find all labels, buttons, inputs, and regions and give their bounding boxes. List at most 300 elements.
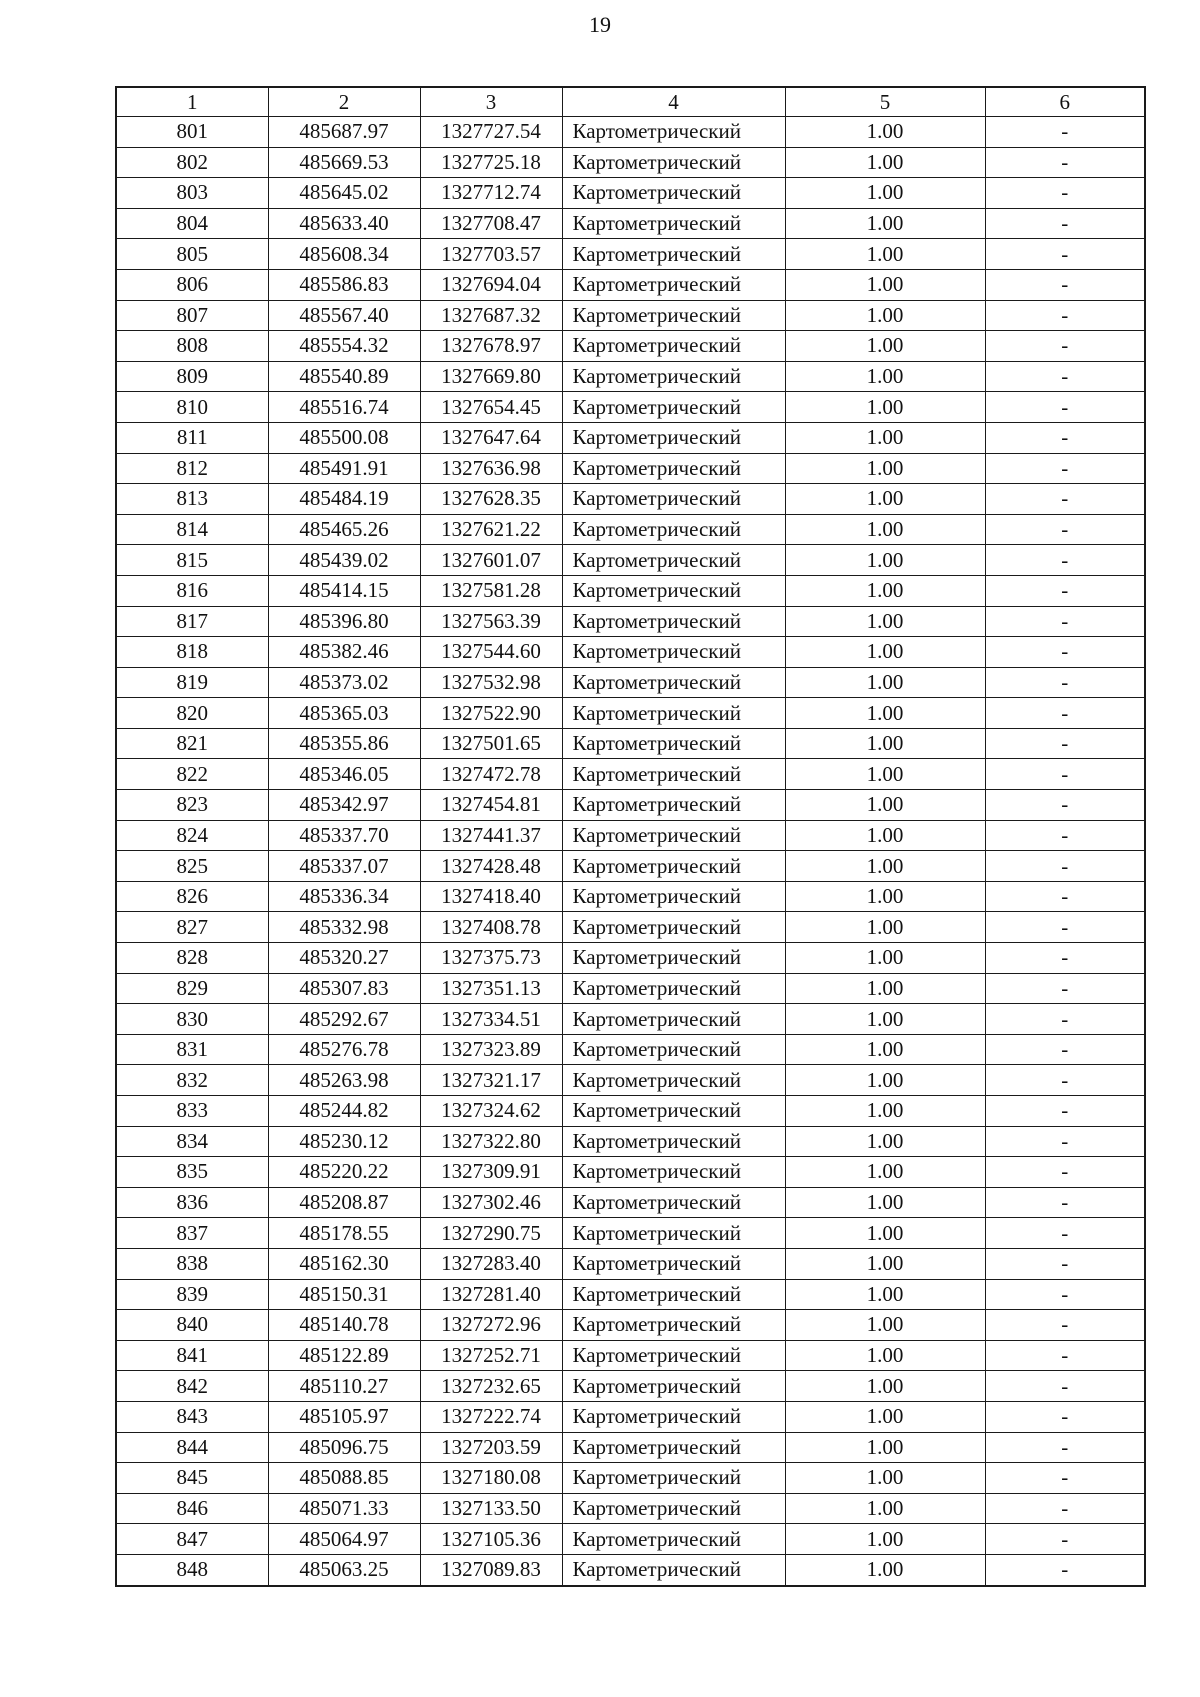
note-cell: - [985, 1065, 1145, 1096]
y-coordinate-cell: 1327501.65 [420, 728, 562, 759]
point-number-cell: 831 [116, 1034, 268, 1065]
y-coordinate-cell: 1327232.65 [420, 1371, 562, 1402]
note-cell: - [985, 1371, 1145, 1402]
x-coordinate-cell: 485071.33 [268, 1493, 420, 1524]
x-coordinate-cell: 485669.53 [268, 147, 420, 178]
point-number-cell: 809 [116, 361, 268, 392]
table-row [116, 606, 1145, 637]
accuracy-cell: 1.00 [785, 1463, 985, 1494]
table-row [116, 1340, 1145, 1371]
x-coordinate-cell: 485263.98 [268, 1065, 420, 1096]
note-cell: - [985, 667, 1145, 698]
x-coordinate-cell: 485230.12 [268, 1126, 420, 1157]
accuracy-cell: 1.00 [785, 1248, 985, 1279]
note-cell: - [985, 1401, 1145, 1432]
x-coordinate-cell: 485276.78 [268, 1034, 420, 1065]
y-coordinate-cell: 1327694.04 [420, 269, 562, 300]
accuracy-cell: 1.00 [785, 1157, 985, 1188]
y-coordinate-cell: 1327089.83 [420, 1554, 562, 1585]
table-row [116, 1279, 1145, 1310]
accuracy-cell: 1.00 [785, 1096, 985, 1127]
point-number-cell: 836 [116, 1187, 268, 1218]
table-row [116, 790, 1145, 821]
method-cell: Картометрический [562, 453, 785, 484]
point-number-cell: 847 [116, 1524, 268, 1555]
x-coordinate-cell: 485088.85 [268, 1463, 420, 1494]
x-coordinate-cell: 485346.05 [268, 759, 420, 790]
note-cell: - [985, 759, 1145, 790]
note-cell: - [985, 147, 1145, 178]
y-coordinate-cell: 1327321.17 [420, 1065, 562, 1096]
note-cell: - [985, 300, 1145, 331]
method-cell: Картометрический [562, 1218, 785, 1249]
method-cell: Картометрический [562, 1340, 785, 1371]
method-cell: Картометрический [562, 331, 785, 362]
table-row [116, 1554, 1145, 1585]
table-row [116, 759, 1145, 790]
note-cell: - [985, 851, 1145, 882]
accuracy-cell: 1.00 [785, 698, 985, 729]
method-cell: Картометрический [562, 239, 785, 270]
table-row [116, 973, 1145, 1004]
method-cell: Картометрический [562, 361, 785, 392]
accuracy-cell: 1.00 [785, 178, 985, 209]
accuracy-cell: 1.00 [785, 881, 985, 912]
point-number-cell: 810 [116, 392, 268, 423]
point-number-cell: 823 [116, 790, 268, 821]
method-cell: Картометрический [562, 1554, 785, 1585]
table-row [116, 881, 1145, 912]
method-cell: Картометрический [562, 1065, 785, 1096]
method-cell: Картометрический [562, 208, 785, 239]
point-number-cell: 842 [116, 1371, 268, 1402]
y-coordinate-cell: 1327351.13 [420, 973, 562, 1004]
accuracy-cell: 1.00 [785, 820, 985, 851]
accuracy-cell: 1.00 [785, 1279, 985, 1310]
y-coordinate-cell: 1327324.62 [420, 1096, 562, 1127]
point-number-cell: 804 [116, 208, 268, 239]
x-coordinate-cell: 485208.87 [268, 1187, 420, 1218]
x-coordinate-cell: 485365.03 [268, 698, 420, 729]
table-row [116, 514, 1145, 545]
y-coordinate-cell: 1327647.64 [420, 422, 562, 453]
method-cell: Картометрический [562, 1432, 785, 1463]
point-number-cell: 841 [116, 1340, 268, 1371]
point-number-cell: 817 [116, 606, 268, 637]
y-coordinate-cell: 1327252.71 [420, 1340, 562, 1371]
point-number-cell: 827 [116, 912, 268, 943]
y-coordinate-cell: 1327628.35 [420, 484, 562, 515]
accuracy-cell: 1.00 [785, 484, 985, 515]
y-coordinate-cell: 1327408.78 [420, 912, 562, 943]
table-row [116, 698, 1145, 729]
table-row [116, 422, 1145, 453]
table-row [116, 117, 1145, 148]
x-coordinate-cell: 485337.07 [268, 851, 420, 882]
header-cell-3: 3 [420, 87, 562, 117]
point-number-cell: 808 [116, 331, 268, 362]
y-coordinate-cell: 1327532.98 [420, 667, 562, 698]
point-number-cell: 835 [116, 1157, 268, 1188]
table-row [116, 1371, 1145, 1402]
note-cell: - [985, 1248, 1145, 1279]
note-cell: - [985, 637, 1145, 668]
accuracy-cell: 1.00 [785, 422, 985, 453]
table-row [116, 1187, 1145, 1218]
table-row [116, 300, 1145, 331]
table-row [116, 667, 1145, 698]
y-coordinate-cell: 1327703.57 [420, 239, 562, 270]
accuracy-cell: 1.00 [785, 392, 985, 423]
x-coordinate-cell: 485178.55 [268, 1218, 420, 1249]
accuracy-cell: 1.00 [785, 1340, 985, 1371]
table-row [116, 575, 1145, 606]
y-coordinate-cell: 1327272.96 [420, 1310, 562, 1341]
table-row [116, 1096, 1145, 1127]
x-coordinate-cell: 485307.83 [268, 973, 420, 1004]
table-row [116, 484, 1145, 515]
table-row [116, 1157, 1145, 1188]
method-cell: Картометрический [562, 881, 785, 912]
table-row [116, 912, 1145, 943]
accuracy-cell: 1.00 [785, 117, 985, 148]
note-cell: - [985, 514, 1145, 545]
x-coordinate-cell: 485063.25 [268, 1554, 420, 1585]
x-coordinate-cell: 485645.02 [268, 178, 420, 209]
table-row [116, 943, 1145, 974]
y-coordinate-cell: 1327203.59 [420, 1432, 562, 1463]
point-number-cell: 816 [116, 575, 268, 606]
accuracy-cell: 1.00 [785, 545, 985, 576]
x-coordinate-cell: 485244.82 [268, 1096, 420, 1127]
accuracy-cell: 1.00 [785, 667, 985, 698]
accuracy-cell: 1.00 [785, 943, 985, 974]
x-coordinate-cell: 485373.02 [268, 667, 420, 698]
note-cell: - [985, 269, 1145, 300]
y-coordinate-cell: 1327472.78 [420, 759, 562, 790]
method-cell: Картометрический [562, 1157, 785, 1188]
accuracy-cell: 1.00 [785, 1034, 985, 1065]
y-coordinate-cell: 1327283.40 [420, 1248, 562, 1279]
x-coordinate-cell: 485500.08 [268, 422, 420, 453]
method-cell: Картометрический [562, 1034, 785, 1065]
accuracy-cell: 1.00 [785, 606, 985, 637]
x-coordinate-cell: 485320.27 [268, 943, 420, 974]
header-cell-6: 6 [985, 87, 1145, 117]
point-number-cell: 814 [116, 514, 268, 545]
point-number-cell: 824 [116, 820, 268, 851]
method-cell: Картометрический [562, 1096, 785, 1127]
point-number-cell: 848 [116, 1554, 268, 1585]
method-cell: Картометрический [562, 1493, 785, 1524]
point-number-cell: 807 [116, 300, 268, 331]
accuracy-cell: 1.00 [785, 208, 985, 239]
x-coordinate-cell: 485465.26 [268, 514, 420, 545]
x-coordinate-cell: 485608.34 [268, 239, 420, 270]
accuracy-cell: 1.00 [785, 851, 985, 882]
point-number-cell: 805 [116, 239, 268, 270]
point-number-cell: 815 [116, 545, 268, 576]
point-number-cell: 828 [116, 943, 268, 974]
accuracy-cell: 1.00 [785, 1065, 985, 1096]
note-cell: - [985, 239, 1145, 270]
x-coordinate-cell: 485342.97 [268, 790, 420, 821]
note-cell: - [985, 422, 1145, 453]
note-cell: - [985, 392, 1145, 423]
x-coordinate-cell: 485516.74 [268, 392, 420, 423]
point-number-cell: 812 [116, 453, 268, 484]
header-cell-4: 4 [562, 87, 785, 117]
note-cell: - [985, 1340, 1145, 1371]
point-number-cell: 840 [116, 1310, 268, 1341]
point-number-cell: 845 [116, 1463, 268, 1494]
point-number-cell: 819 [116, 667, 268, 698]
method-cell: Картометрический [562, 269, 785, 300]
y-coordinate-cell: 1327441.37 [420, 820, 562, 851]
y-coordinate-cell: 1327712.74 [420, 178, 562, 209]
point-number-cell: 821 [116, 728, 268, 759]
table-row [116, 331, 1145, 362]
note-cell: - [985, 1187, 1145, 1218]
x-coordinate-cell: 485162.30 [268, 1248, 420, 1279]
point-number-cell: 820 [116, 698, 268, 729]
point-number-cell: 834 [116, 1126, 268, 1157]
method-cell: Картометрический [562, 1248, 785, 1279]
x-coordinate-cell: 485567.40 [268, 300, 420, 331]
note-cell: - [985, 698, 1145, 729]
table-row [116, 208, 1145, 239]
note-cell: - [985, 1126, 1145, 1157]
table-row [116, 147, 1145, 178]
note-cell: - [985, 1034, 1145, 1065]
note-cell: - [985, 1554, 1145, 1585]
method-cell: Картометрический [562, 790, 785, 821]
accuracy-cell: 1.00 [785, 728, 985, 759]
note-cell: - [985, 1096, 1145, 1127]
y-coordinate-cell: 1327727.54 [420, 117, 562, 148]
method-cell: Картометрический [562, 667, 785, 698]
method-cell: Картометрический [562, 1371, 785, 1402]
accuracy-cell: 1.00 [785, 1310, 985, 1341]
method-cell: Картометрический [562, 759, 785, 790]
note-cell: - [985, 1463, 1145, 1494]
note-cell: - [985, 820, 1145, 851]
table-row [116, 392, 1145, 423]
method-cell: Картометрический [562, 514, 785, 545]
note-cell: - [985, 1004, 1145, 1035]
accuracy-cell: 1.00 [785, 1493, 985, 1524]
y-coordinate-cell: 1327678.97 [420, 331, 562, 362]
x-coordinate-cell: 485687.97 [268, 117, 420, 148]
method-cell: Картометрический [562, 912, 785, 943]
accuracy-cell: 1.00 [785, 147, 985, 178]
table-row [116, 1524, 1145, 1555]
coordinates-table [115, 86, 1146, 1587]
x-coordinate-cell: 485586.83 [268, 269, 420, 300]
method-cell: Картометрический [562, 117, 785, 148]
point-number-cell: 829 [116, 973, 268, 1004]
table-row [116, 1034, 1145, 1065]
method-cell: Картометрический [562, 1310, 785, 1341]
accuracy-cell: 1.00 [785, 575, 985, 606]
y-coordinate-cell: 1327323.89 [420, 1034, 562, 1065]
accuracy-cell: 1.00 [785, 637, 985, 668]
x-coordinate-cell: 485337.70 [268, 820, 420, 851]
note-cell: - [985, 728, 1145, 759]
point-number-cell: 839 [116, 1279, 268, 1310]
table-header [116, 87, 1145, 117]
y-coordinate-cell: 1327621.22 [420, 514, 562, 545]
x-coordinate-cell: 485491.91 [268, 453, 420, 484]
accuracy-cell: 1.00 [785, 1432, 985, 1463]
note-cell: - [985, 943, 1145, 974]
header-cell-5: 5 [785, 87, 985, 117]
page-number: 19 [589, 12, 611, 37]
method-cell: Картометрический [562, 1463, 785, 1494]
accuracy-cell: 1.00 [785, 453, 985, 484]
table-row [116, 851, 1145, 882]
point-number-cell: 838 [116, 1248, 268, 1279]
table-row [116, 637, 1145, 668]
note-cell: - [985, 453, 1145, 484]
accuracy-cell: 1.00 [785, 1004, 985, 1035]
accuracy-cell: 1.00 [785, 1218, 985, 1249]
y-coordinate-cell: 1327522.90 [420, 698, 562, 729]
table-row [116, 1493, 1145, 1524]
accuracy-cell: 1.00 [785, 1554, 985, 1585]
x-coordinate-cell: 485122.89 [268, 1340, 420, 1371]
y-coordinate-cell: 1327222.74 [420, 1401, 562, 1432]
method-cell: Картометрический [562, 484, 785, 515]
table-row [116, 1310, 1145, 1341]
table-row [116, 1126, 1145, 1157]
point-number-cell: 811 [116, 422, 268, 453]
note-cell: - [985, 1279, 1145, 1310]
method-cell: Картометрический [562, 422, 785, 453]
point-number-cell: 837 [116, 1218, 268, 1249]
table-row [116, 1401, 1145, 1432]
y-coordinate-cell: 1327636.98 [420, 453, 562, 484]
note-cell: - [985, 881, 1145, 912]
note-cell: - [985, 1157, 1145, 1188]
note-cell: - [985, 361, 1145, 392]
y-coordinate-cell: 1327563.39 [420, 606, 562, 637]
x-coordinate-cell: 485439.02 [268, 545, 420, 576]
note-cell: - [985, 575, 1145, 606]
x-coordinate-cell: 485540.89 [268, 361, 420, 392]
y-coordinate-cell: 1327454.81 [420, 790, 562, 821]
note-cell: - [985, 912, 1145, 943]
note-cell: - [985, 331, 1145, 362]
y-coordinate-cell: 1327725.18 [420, 147, 562, 178]
method-cell: Картометрический [562, 147, 785, 178]
method-cell: Картометрический [562, 1004, 785, 1035]
point-number-cell: 843 [116, 1401, 268, 1432]
x-coordinate-cell: 485554.32 [268, 331, 420, 362]
method-cell: Картометрический [562, 1279, 785, 1310]
accuracy-cell: 1.00 [785, 1524, 985, 1555]
accuracy-cell: 1.00 [785, 1401, 985, 1432]
note-cell: - [985, 1493, 1145, 1524]
y-coordinate-cell: 1327669.80 [420, 361, 562, 392]
accuracy-cell: 1.00 [785, 361, 985, 392]
note-cell: - [985, 1524, 1145, 1555]
y-coordinate-cell: 1327375.73 [420, 943, 562, 974]
method-cell: Картометрический [562, 698, 785, 729]
table-row [116, 178, 1145, 209]
method-cell: Картометрический [562, 851, 785, 882]
accuracy-cell: 1.00 [785, 1371, 985, 1402]
point-number-cell: 803 [116, 178, 268, 209]
x-coordinate-cell: 485096.75 [268, 1432, 420, 1463]
table-row [116, 453, 1145, 484]
method-cell: Картометрический [562, 1126, 785, 1157]
x-coordinate-cell: 485336.34 [268, 881, 420, 912]
x-coordinate-cell: 485150.31 [268, 1279, 420, 1310]
x-coordinate-cell: 485332.98 [268, 912, 420, 943]
method-cell: Картометрический [562, 178, 785, 209]
method-cell: Картометрический [562, 1187, 785, 1218]
method-cell: Картометрический [562, 300, 785, 331]
note-cell: - [985, 1432, 1145, 1463]
table-row [116, 1218, 1145, 1249]
accuracy-cell: 1.00 [785, 514, 985, 545]
y-coordinate-cell: 1327180.08 [420, 1463, 562, 1494]
x-coordinate-cell: 485633.40 [268, 208, 420, 239]
y-coordinate-cell: 1327290.75 [420, 1218, 562, 1249]
accuracy-cell: 1.00 [785, 269, 985, 300]
method-cell: Картометрический [562, 1524, 785, 1555]
header-cell-2: 2 [268, 87, 420, 117]
y-coordinate-cell: 1327281.40 [420, 1279, 562, 1310]
point-number-cell: 802 [116, 147, 268, 178]
method-cell: Картометрический [562, 943, 785, 974]
table-row [116, 269, 1145, 300]
table-body [116, 117, 1145, 1586]
method-cell: Картометрический [562, 820, 785, 851]
table-row [116, 1248, 1145, 1279]
x-coordinate-cell: 485220.22 [268, 1157, 420, 1188]
note-cell: - [985, 606, 1145, 637]
note-cell: - [985, 545, 1145, 576]
x-coordinate-cell: 485382.46 [268, 637, 420, 668]
point-number-cell: 825 [116, 851, 268, 882]
y-coordinate-cell: 1327544.60 [420, 637, 562, 668]
table-row [116, 545, 1145, 576]
x-coordinate-cell: 485396.80 [268, 606, 420, 637]
y-coordinate-cell: 1327105.36 [420, 1524, 562, 1555]
accuracy-cell: 1.00 [785, 759, 985, 790]
point-number-cell: 833 [116, 1096, 268, 1127]
note-cell: - [985, 1310, 1145, 1341]
note-cell: - [985, 117, 1145, 148]
method-cell: Картометрический [562, 392, 785, 423]
x-coordinate-cell: 485484.19 [268, 484, 420, 515]
x-coordinate-cell: 485140.78 [268, 1310, 420, 1341]
point-number-cell: 844 [116, 1432, 268, 1463]
point-number-cell: 846 [116, 1493, 268, 1524]
note-cell: - [985, 973, 1145, 1004]
accuracy-cell: 1.00 [785, 239, 985, 270]
accuracy-cell: 1.00 [785, 300, 985, 331]
point-number-cell: 806 [116, 269, 268, 300]
point-number-cell: 830 [116, 1004, 268, 1035]
note-cell: - [985, 484, 1145, 515]
header-row [116, 87, 1145, 117]
y-coordinate-cell: 1327133.50 [420, 1493, 562, 1524]
table-row [116, 1463, 1145, 1494]
method-cell: Картометрический [562, 575, 785, 606]
